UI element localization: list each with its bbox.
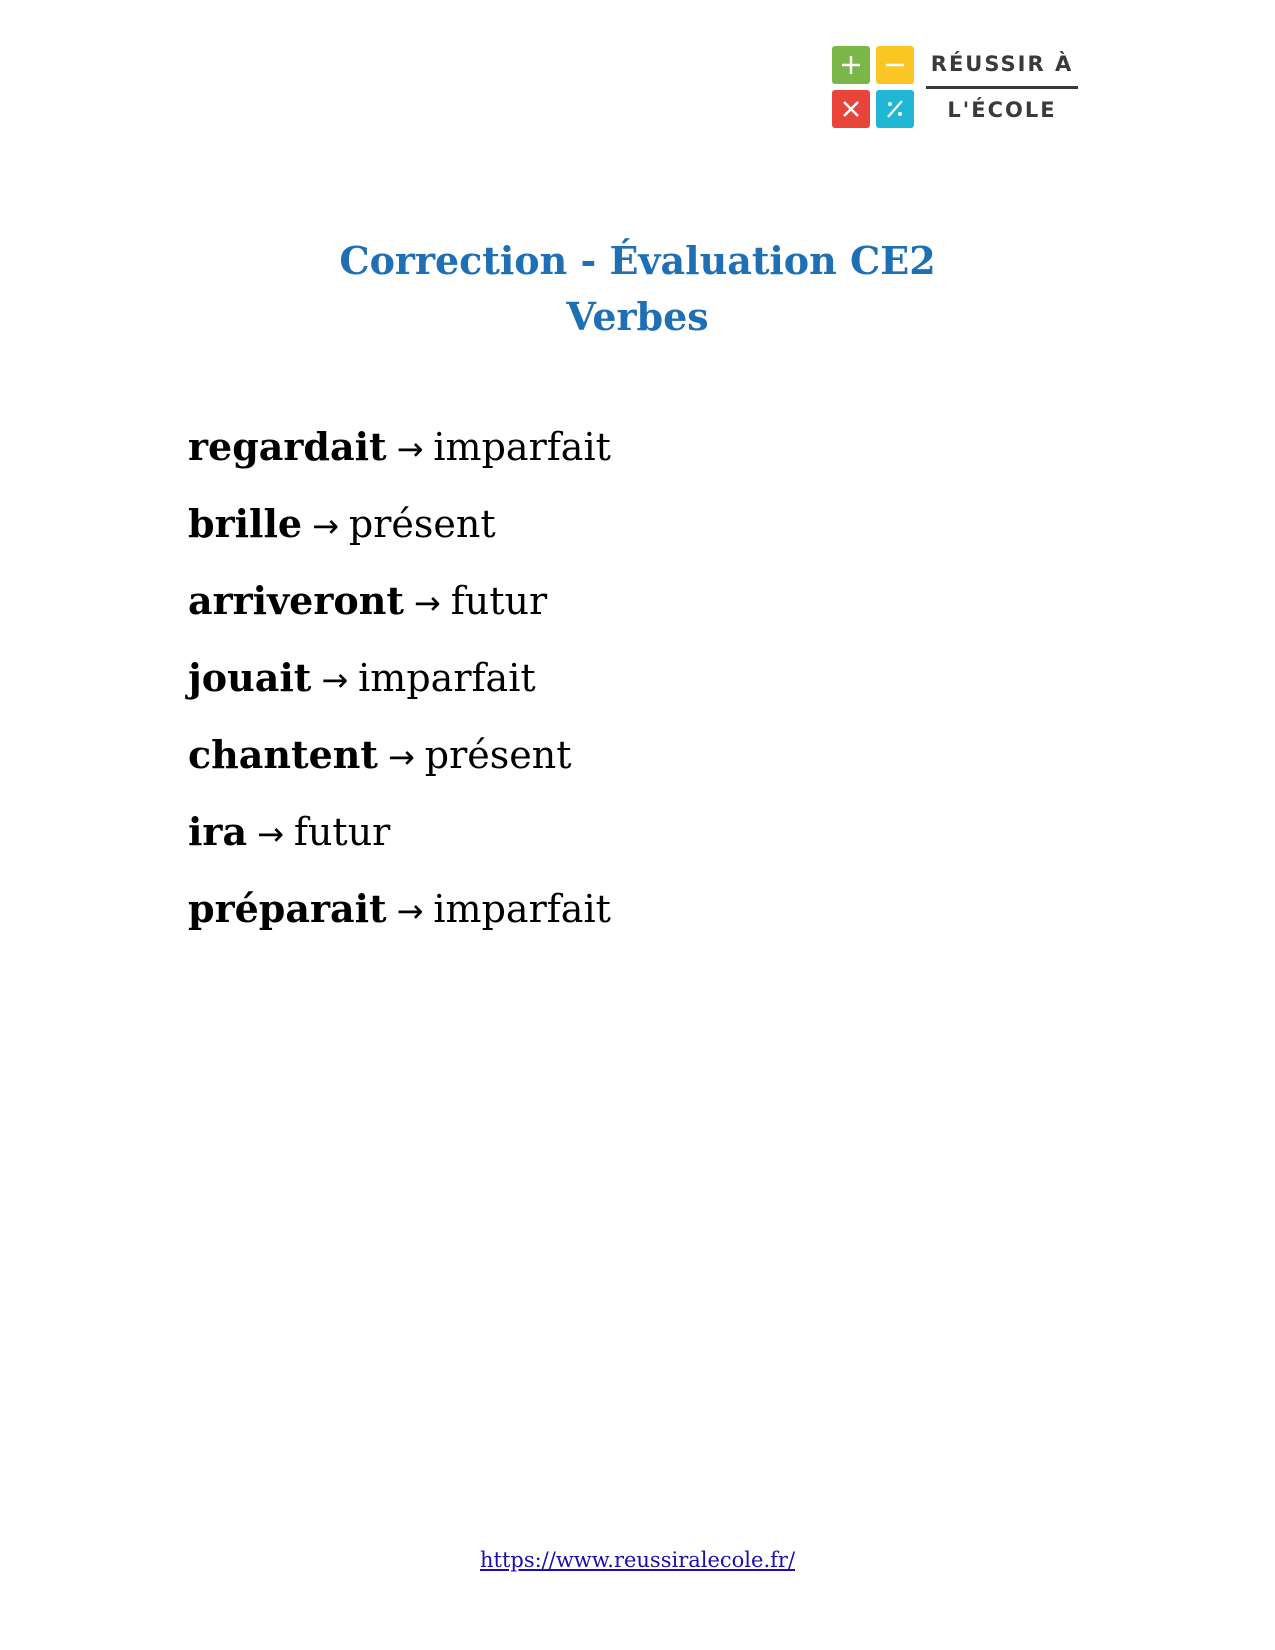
arrow-icon: → <box>321 661 349 699</box>
tense: présent <box>348 502 496 546</box>
times-icon <box>832 90 870 128</box>
answer-row <box>188 424 1088 505</box>
verb: ira <box>188 809 248 854</box>
tense: imparfait <box>433 887 611 931</box>
tense: imparfait <box>358 656 536 700</box>
verb: préparait <box>188 886 387 931</box>
tense: imparfait <box>433 425 611 469</box>
answer-row <box>188 809 1088 890</box>
answer-row <box>188 501 1088 582</box>
logo-line1: RÉUSSIR À <box>930 52 1074 76</box>
logo-line2: L'ÉCOLE <box>947 98 1057 122</box>
logo-grid <box>832 46 914 128</box>
arrow-icon: → <box>413 584 441 622</box>
arrow-icon: → <box>387 738 415 776</box>
tense: présent <box>424 733 572 777</box>
page-subtitle: Verbes <box>566 294 709 339</box>
percent-icon <box>876 90 914 128</box>
website-link[interactable]: https://www.reussiralecole.fr/ <box>479 1548 796 1572</box>
answer-row <box>188 886 1088 967</box>
arrow-icon: → <box>396 430 424 468</box>
arrow-icon: → <box>257 815 284 853</box>
answer-row <box>188 655 1088 736</box>
logo <box>832 46 1082 128</box>
answer-list <box>188 424 1088 967</box>
answer-row <box>188 578 1088 659</box>
verb: jouait <box>188 655 312 700</box>
verb: regardait <box>188 424 387 469</box>
answer-row <box>188 732 1088 813</box>
plus-icon <box>832 46 870 84</box>
logo-wordmark <box>926 46 1078 128</box>
arrow-icon: → <box>396 892 424 930</box>
verb: arriveront <box>188 578 404 623</box>
minus-icon <box>876 46 914 84</box>
tense: futur <box>293 810 391 854</box>
tense: futur <box>450 579 548 623</box>
arrow-icon: → <box>312 507 339 545</box>
verb: brille <box>188 501 303 546</box>
logo-divider <box>926 86 1078 89</box>
verb: chantent <box>188 732 378 777</box>
page-title: Correction - Évaluation CE2 <box>339 238 936 283</box>
